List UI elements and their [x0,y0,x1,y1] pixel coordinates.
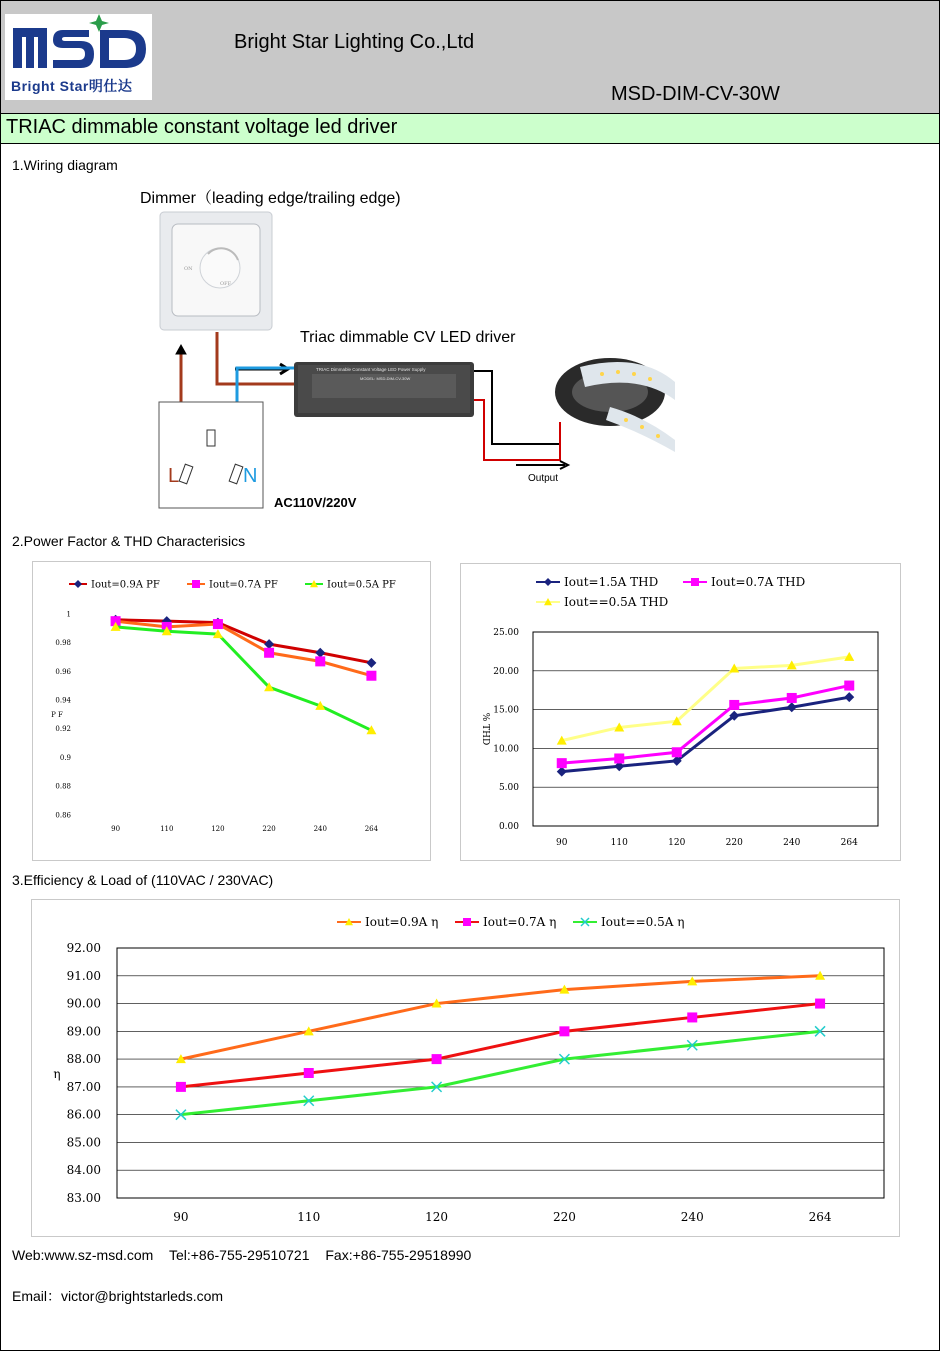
logo-m [13,28,47,68]
y-tick-label: 91.00 [66,968,101,983]
pf-chart-svg [33,562,430,860]
y-tick-label: 1 [66,610,71,619]
x-tick-label: 240 [313,825,327,833]
x-tick-label: 264 [808,1210,832,1224]
mains-label: AC110V/220V [274,495,357,510]
y-tick-label: 25.00 [493,628,519,638]
output-label: Output [528,473,559,484]
x-tick-label: 240 [783,838,801,848]
section-wiring-heading: 1.Wiring diagram [12,157,118,173]
y-axis-label: P F [51,711,63,719]
x-tick-label: 120 [211,825,225,833]
legend-marker [192,580,200,588]
y-tick-label: 20.00 [493,666,519,677]
data-point [672,747,682,757]
data-point [844,692,854,702]
led-strip-icon [555,358,675,452]
logo [5,14,152,100]
page-title: TRIAC dimmable constant voltage led driver [6,116,398,138]
x-tick-label: 264 [364,825,379,833]
efficiency-chart-svg [32,900,899,1236]
socket-earth-icon [207,430,215,446]
wire-red-out [474,400,560,460]
footer-contact [12,1247,483,1263]
wire-brown-dimmer [217,332,295,384]
data-point [844,681,854,691]
thd-chart [460,563,901,861]
x-tick-label: 264 [840,838,858,848]
wiring-diagram [140,182,680,512]
driver-model-text: MODEL: MSD-DIM-CV-30W [360,376,411,381]
x-tick-label: 220 [552,1210,576,1224]
wiring-svg [140,182,680,512]
data-point [366,658,376,668]
data-point [557,767,567,777]
x-tick-label: 90 [111,825,121,833]
legend-label: Iout=0.7A PF [209,579,278,591]
legend-label: Iout=0.7A THD [711,575,806,589]
y-tick-label: 0.86 [55,811,71,820]
x-tick-label: 220 [262,825,276,833]
y-tick-label: 0.88 [55,782,71,791]
y-tick-label: 0.96 [55,667,71,676]
section-efficiency-heading: 3.Efficiency & Load of (110VAC / 230VAC) [12,872,274,888]
legend-marker [691,578,699,586]
x-tick-label: 220 [725,838,743,848]
dimmer-on-label: ON [184,266,193,272]
data-point [687,1012,697,1022]
driver-plate-text: TRIAC Dimmable Constant Voltage LED Power Supply [316,367,426,372]
wire-black-out [474,371,560,444]
footer-web[interactable]: Web:www.sz-msd.com [12,1247,154,1263]
x-tick-label: 120 [668,838,686,848]
y-tick-label: 10.00 [493,744,519,755]
y-tick-label: 0.98 [55,639,71,648]
y-axis-label: % THD [480,712,490,746]
y-tick-label: 85.00 [66,1135,101,1150]
x-tick-label: 110 [160,825,174,833]
model-number: MSD-DIM-CV-30W [611,83,780,105]
y-axis-label: η [53,1067,61,1081]
mains-socket [159,402,263,508]
data-point [559,1026,569,1036]
y-tick-label: 0.00 [498,822,519,832]
output-arrow-icon [516,461,568,469]
legend-marker [463,918,471,926]
legend-marker [74,580,82,588]
logo-d [100,30,146,68]
n-label: N [243,465,258,487]
data-point [557,758,567,768]
data-point [213,619,223,629]
driver-label: Triac dimmable CV LED driver [300,329,516,346]
y-tick-label: 92.00 [66,941,101,955]
legend-label: Iout=1.5A THD [564,575,659,589]
data-point [366,671,376,681]
y-tick-label: 15.00 [493,705,519,716]
l-label: L [168,465,180,487]
x-tick-label: 90 [556,838,568,848]
data-point [264,639,274,649]
driver-icon [294,362,474,417]
logo-s [53,30,94,68]
legend-label: Iout=0.9A PF [91,579,160,591]
company-name: Bright Star Lighting Co.,Ltd [234,31,475,53]
data-point [815,999,825,1009]
x-tick-label: 110 [297,1210,321,1224]
y-tick-label: 86.00 [66,1107,101,1122]
y-tick-label: 90.00 [66,996,101,1011]
legend-label: Iout==0.5A THD [564,595,669,609]
dimmer-off-label: OFF [220,281,232,287]
y-tick-label: 88.00 [66,1052,101,1067]
x-tick-label: 90 [173,1210,189,1224]
logo-star [89,14,109,32]
footer-tel: Tel:+86-755-29510721 [168,1247,310,1263]
legend-label: Iout=0.9A η [365,915,439,929]
x-tick-label: 110 [610,838,628,848]
efficiency-chart [31,899,900,1237]
data-point [432,1054,442,1064]
thd-chart-svg [461,564,900,860]
logo-subtitle: Bright Star明仕达 [11,78,133,94]
x-tick-label: 240 [680,1210,704,1224]
legend-label: Iout=0.7A η [483,915,557,929]
y-tick-label: 83.00 [66,1191,101,1205]
y-tick-label: 5.00 [498,783,519,794]
y-tick-label: 0.92 [55,725,71,734]
dimmer-icon [160,212,272,330]
y-tick-label: 0.9 [59,753,71,762]
y-tick-label: 87.00 [66,1079,101,1094]
data-point [304,1068,314,1078]
data-point [264,648,274,658]
section-pf-thd-heading: 2.Power Factor & THD Characterisics [12,533,246,549]
footer-fax: Fax:+86-755-29518990 [325,1247,472,1263]
header [1,1,939,113]
data-point [729,700,739,710]
y-tick-label: 89.00 [66,1024,101,1039]
pf-chart [32,561,431,861]
x-tick-label: 120 [425,1210,449,1224]
data-point [315,648,325,658]
series-line [116,627,372,730]
data-point [315,656,325,666]
data-point [614,753,624,763]
footer-email[interactable]: Email：victor@brightstarleds.com [12,1288,224,1304]
legend-label: Iout==0.5A η [601,915,685,929]
title-bar [1,113,939,144]
arrow-up-icon [176,345,186,354]
legend-label: Iout=0.5A PF [327,579,396,591]
data-point [787,702,797,712]
series-line [562,686,850,764]
y-tick-label: 84.00 [66,1163,101,1178]
data-point [787,693,797,703]
y-tick-label: 0.94 [55,696,71,705]
legend-marker [544,578,552,586]
dimmer-label: Dimmer（leading edge/trailing edge) [140,190,401,207]
data-point [176,1082,186,1092]
